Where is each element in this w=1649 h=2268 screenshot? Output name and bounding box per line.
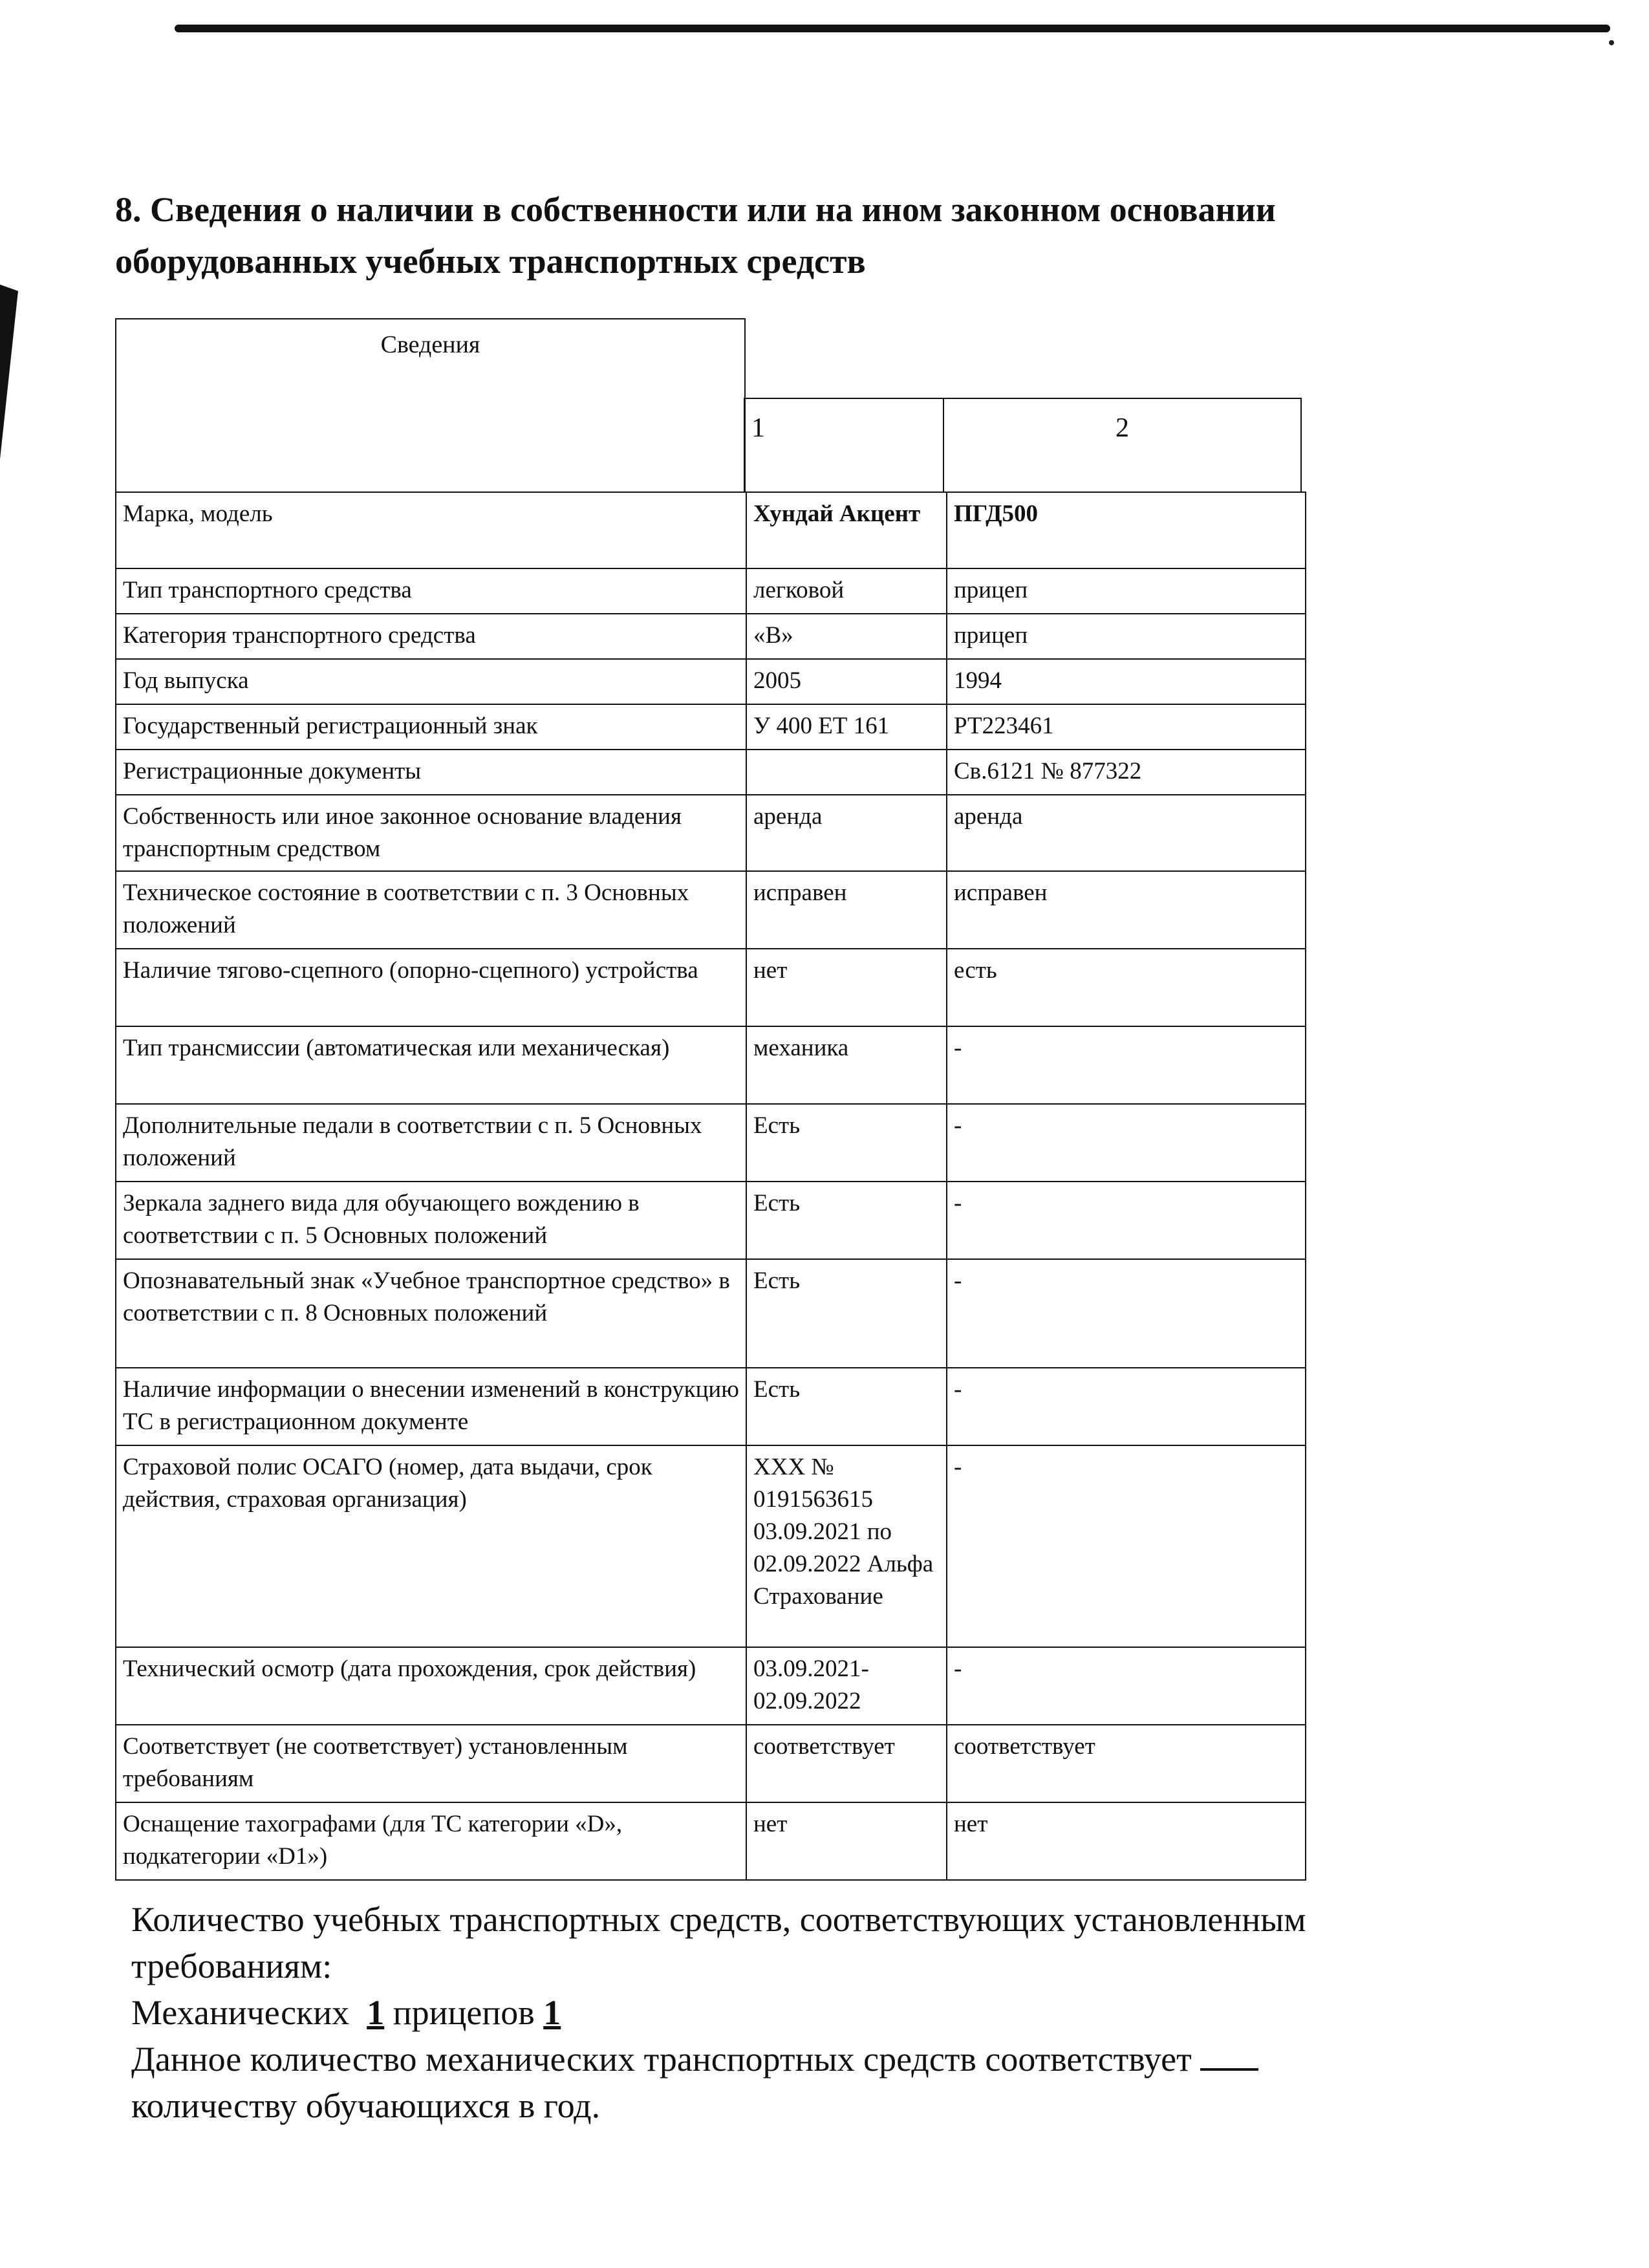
- row-value-2: соответствует: [947, 1725, 1306, 1802]
- vehicles-table: [115, 491, 1306, 1881]
- row-value-1: легковой: [746, 568, 947, 614]
- row-label: Дополнительные педали в соответствии с п. 5 Основных положений: [116, 1104, 746, 1182]
- summary-line-5: количеству обучающихся в год.: [131, 2086, 601, 2125]
- mech-label: Механических: [131, 1993, 350, 2032]
- table-row: [116, 1182, 1306, 1259]
- row-value-2: -: [947, 1182, 1306, 1259]
- row-value-2: -: [947, 1368, 1306, 1445]
- summary-line-4-text: Данное количество механических транспортных средств соответствует: [131, 2040, 1192, 2079]
- row-value-1: 2005: [746, 659, 947, 704]
- row-label: Год выпуска: [116, 659, 746, 704]
- row-value-1: аренда: [746, 795, 947, 871]
- row-value-1: нет: [746, 949, 947, 1026]
- heading-line-2: оборудованных учебных транспортных средств: [115, 242, 866, 281]
- row-value-1: У 400 ЕТ 161: [746, 704, 947, 750]
- row-label: Соответствует (не соответствует) установленным требованиям: [116, 1725, 746, 1802]
- summary-line-2: требованиям:: [131, 1947, 332, 1985]
- row-value-2: РТ223461: [947, 704, 1306, 750]
- row-value-1: Есть: [746, 1259, 947, 1368]
- row-label: Наличие информации о внесении изменений в конструкцию ТС в регистрационном документе: [116, 1368, 746, 1445]
- table-row: [116, 1259, 1306, 1368]
- row-value-1: Есть: [746, 1182, 947, 1259]
- row-value-2: прицеп: [947, 614, 1306, 659]
- row-value-1: соответствует: [746, 1725, 947, 1802]
- table-row: [116, 750, 1306, 795]
- row-label: Оснащение тахографами (для ТС категории «D», подкатегории «D1»): [116, 1802, 746, 1880]
- table-row: [116, 704, 1306, 750]
- table-row: [116, 659, 1306, 704]
- row-value-2: -: [947, 1026, 1306, 1104]
- row-label: Тип транспортного средства: [116, 568, 746, 614]
- row-value-1: ХХХ № 0191563615 03.09.2021 по 02.09.2022 Альфа Страхование: [746, 1445, 947, 1647]
- row-label: Государственный регистрационный знак: [116, 704, 746, 750]
- row-value-2: Св.6121 № 877322: [947, 750, 1306, 795]
- row-value-1: 03.09.2021- 02.09.2022: [746, 1647, 947, 1725]
- row-value-1: Есть: [746, 1104, 947, 1182]
- mech-count: 1: [367, 1993, 385, 2032]
- trailer-count: 1: [543, 1993, 561, 2032]
- row-label: Страховой полис ОСАГО (номер, дата выдачи, срок действия, страховая организация): [116, 1445, 746, 1647]
- blank-underline: [1200, 2042, 1258, 2071]
- row-value-1: нет: [746, 1802, 947, 1880]
- summary-line-4: [131, 2036, 1586, 2082]
- table-row: [116, 492, 1306, 568]
- row-label: Марка, модель: [116, 492, 746, 568]
- trailer-label: прицепов: [393, 1993, 535, 2032]
- row-label: Технический осмотр (дата прохождения, срок действия): [116, 1647, 746, 1725]
- row-label: Категория транспортного средства: [116, 614, 746, 659]
- table-row: [116, 949, 1306, 1026]
- row-label: Зеркала заднего вида для обучающего вождению в соответствии с п. 5 Основных положений: [116, 1182, 746, 1259]
- summary-line-1: Количество учебных транспортных средств, соответствующих установленным: [131, 1900, 1306, 1939]
- row-value-2: нет: [947, 1802, 1306, 1880]
- heading-line-1: 8. Сведения о наличии в собственности или на ином законном основании: [115, 190, 1276, 229]
- row-value-1: Хундай Акцент: [746, 492, 947, 568]
- row-value-1: «В»: [746, 614, 947, 659]
- row-value-2: исправен: [947, 871, 1306, 949]
- summary-counts-line: [131, 1989, 1586, 2036]
- table-header-label: Сведения: [115, 318, 746, 493]
- row-value-2: 1994: [947, 659, 1306, 704]
- table-row: [116, 1647, 1306, 1725]
- scan-edge-shadow: [0, 285, 18, 459]
- row-value-1: исправен: [746, 871, 947, 949]
- summary-block: [131, 1896, 1586, 2129]
- row-value-2: -: [947, 1104, 1306, 1182]
- table-header-col-1: 1: [744, 398, 944, 493]
- row-value-2: ПГД500: [947, 492, 1306, 568]
- table-row: [116, 1445, 1306, 1647]
- table-row: [116, 568, 1306, 614]
- row-value-1: механика: [746, 1026, 947, 1104]
- scan-speck: [1609, 40, 1614, 45]
- table-row: [116, 795, 1306, 871]
- table-row: [116, 1368, 1306, 1445]
- table-row: [116, 871, 1306, 949]
- row-label: Наличие тягово-сцепного (опорно-сцепного) устройства: [116, 949, 746, 1026]
- row-label: Тип трансмиссии (автоматическая или механическая): [116, 1026, 746, 1104]
- row-label: Техническое состояние в соответствии с п. 3 Основных положений: [116, 871, 746, 949]
- table-row: [116, 1026, 1306, 1104]
- table-row: [116, 1104, 1306, 1182]
- row-label: Собственность или иное законное основание владения транспортным средством: [116, 795, 746, 871]
- row-value-1: Есть: [746, 1368, 947, 1445]
- row-value-2: есть: [947, 949, 1306, 1026]
- row-value-2: аренда: [947, 795, 1306, 871]
- row-label: Регистрационные документы: [116, 750, 746, 795]
- table-row: [116, 614, 1306, 659]
- row-label: Опознавательный знак «Учебное транспортное средство» в соответствии с п. 8 Основных положений: [116, 1259, 746, 1368]
- table-row: [116, 1725, 1306, 1802]
- row-value-2: прицеп: [947, 568, 1306, 614]
- row-value-1: [746, 750, 947, 795]
- table-row: [116, 1802, 1306, 1880]
- row-value-2: -: [947, 1647, 1306, 1725]
- scan-border-artifact: [175, 25, 1610, 32]
- row-value-2: -: [947, 1259, 1306, 1368]
- row-value-2: -: [947, 1445, 1306, 1647]
- section-heading: [115, 184, 1570, 287]
- table-header-col-2: 2: [943, 398, 1302, 493]
